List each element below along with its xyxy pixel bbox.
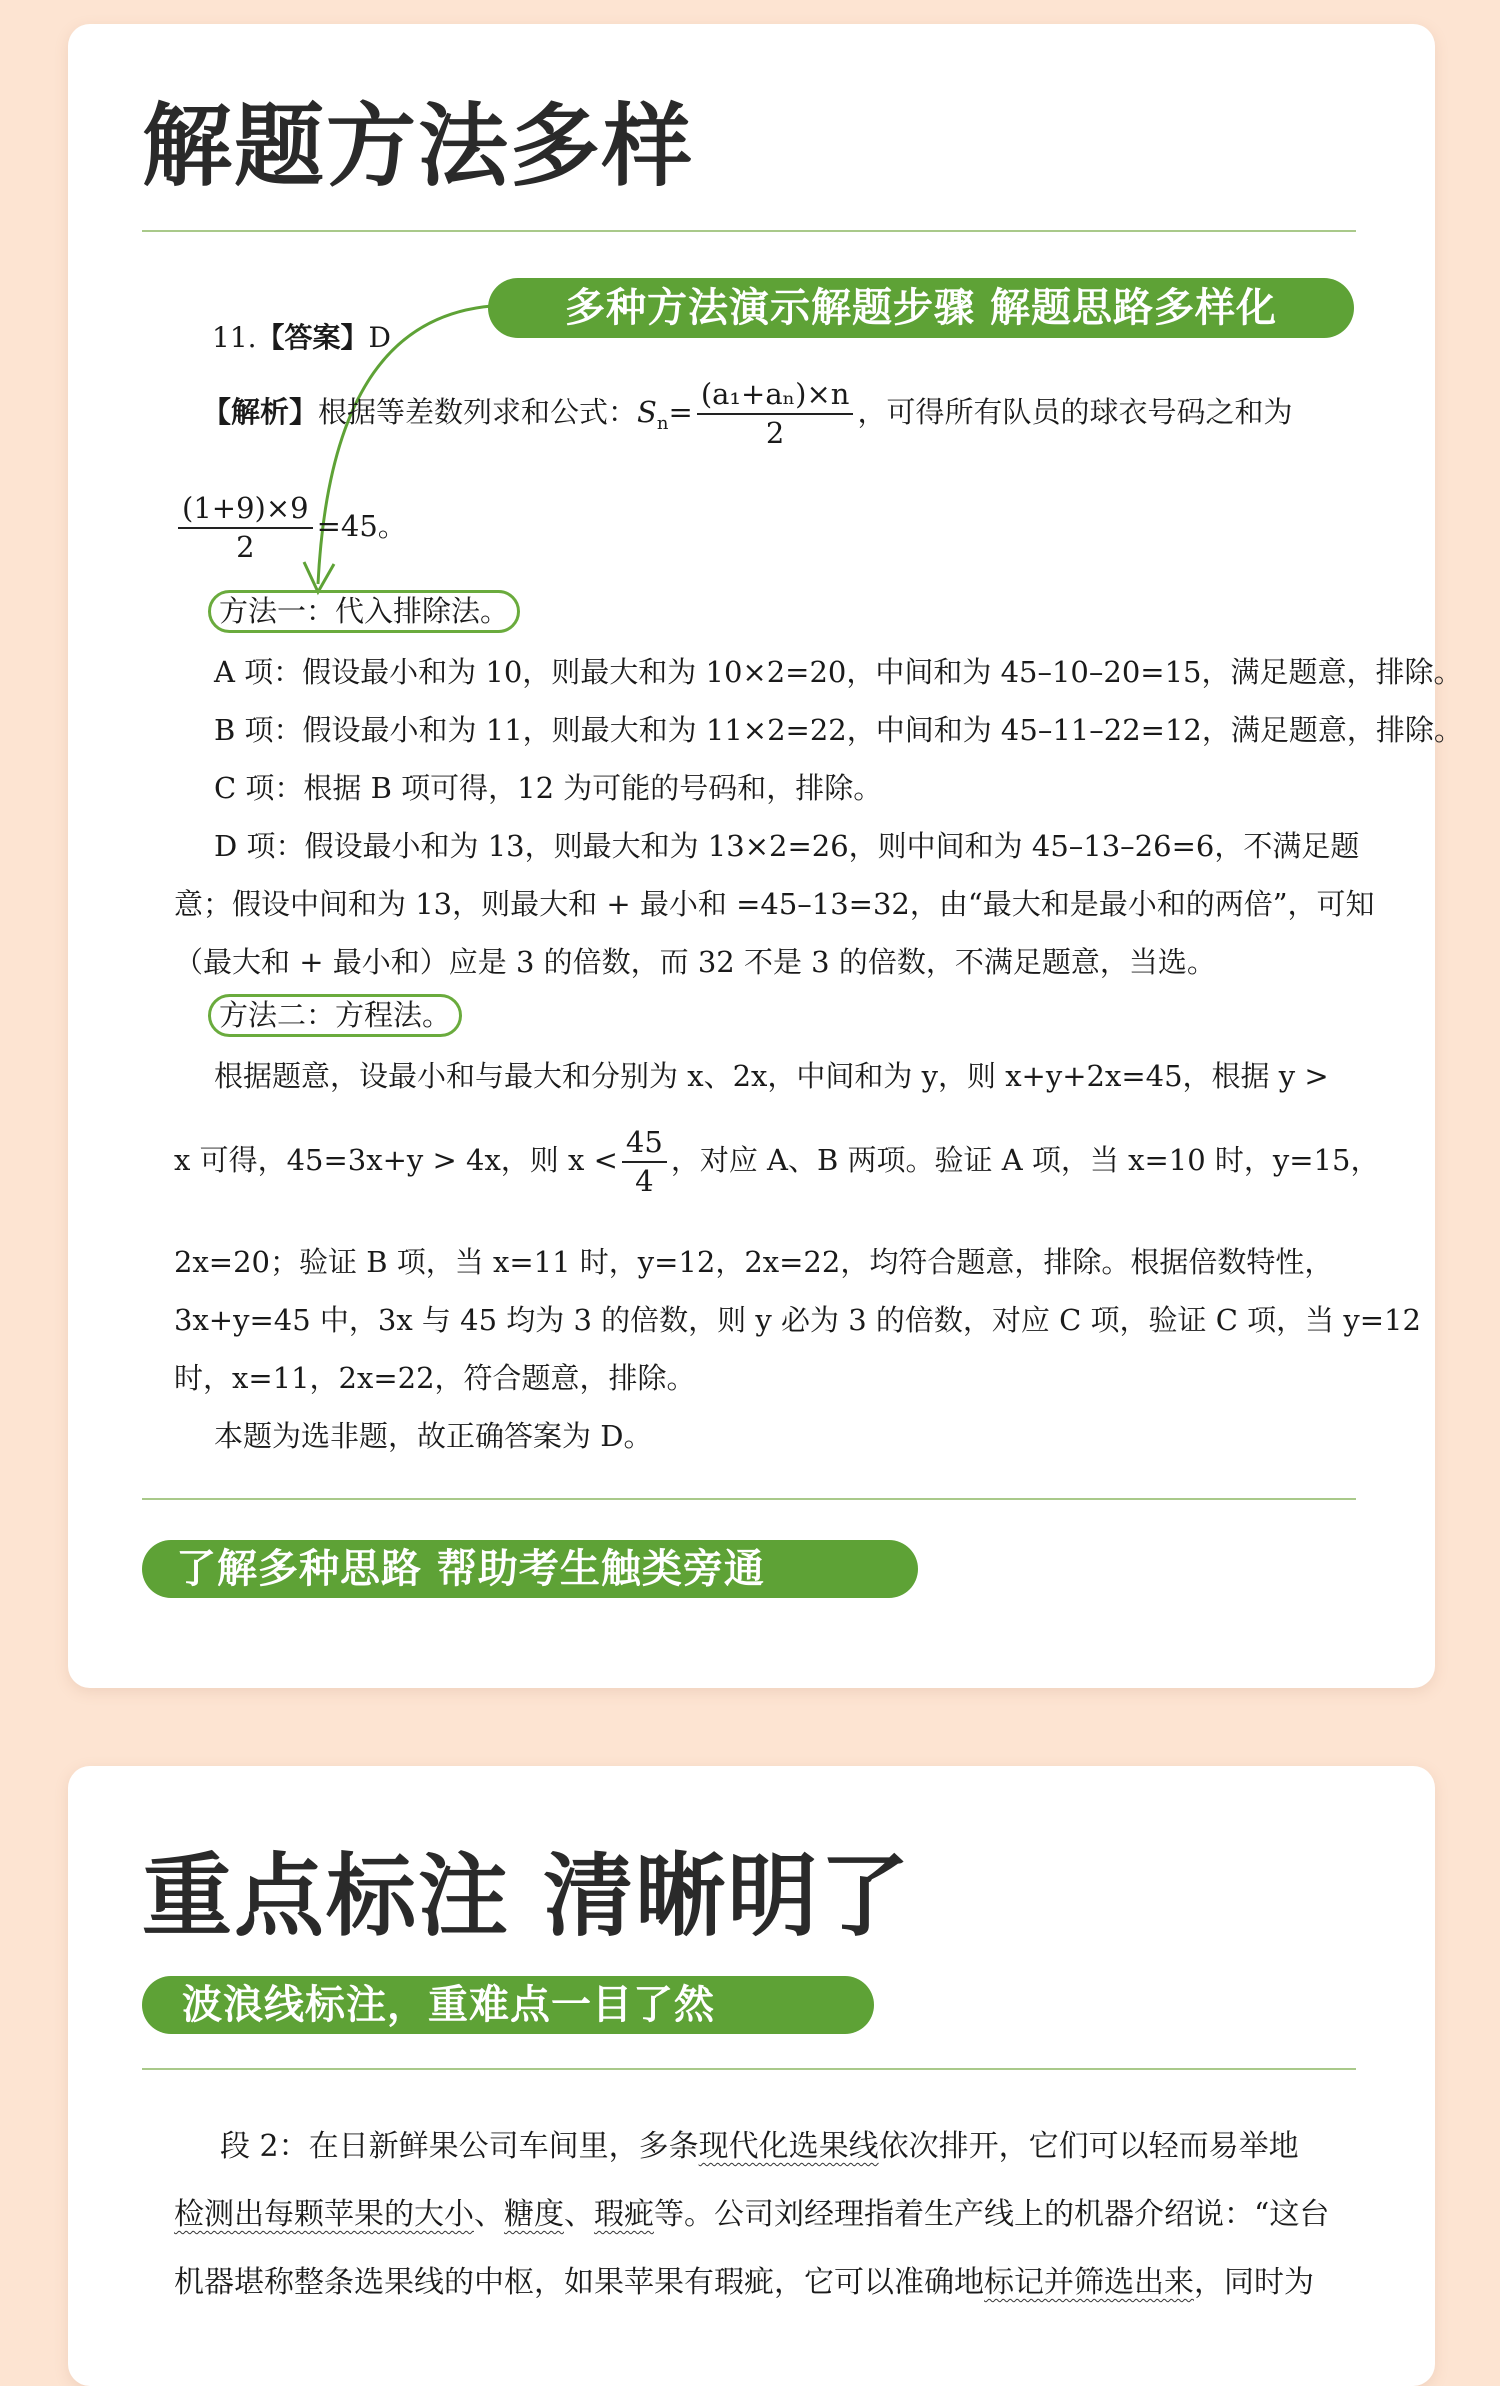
p2-wavy-3: 瑕疵 [594,2197,654,2232]
method1-option-b: B 项：假设最小和为 11，则最大和为 11×2=22，中间和为 45–11–22=12，满足题意，排除。 [214,713,1463,747]
question-number: 11. [212,321,257,354]
formula-eq: = [668,395,693,429]
p3-text-a: 机器堪称整条选果线的中枢，如果苹果有瑕疵，它可以准确地 [174,2265,984,2300]
sum-result: =45。 [316,509,407,543]
answer-value: D [368,321,391,354]
bound-denominator: 4 [635,1164,654,1198]
formula-lhs-sub: n [656,412,669,434]
method2-label [208,994,462,1037]
p2-text-c: 等。公司刘经理指着生产线上的机器介绍说：“这台 [654,2197,1330,2232]
sum-result-line [174,491,407,564]
method1-option-d-line3: （最大和 + 最小和）应是 3 的倍数，而 32 不是 3 的倍数，不满足题意，当选。 [174,945,1216,979]
card-methods [68,24,1463,1688]
sum-fraction [178,491,313,564]
formula-numerator: (a₁+aₙ)×n [697,380,854,415]
p3-wavy-1: 标记并筛选出来 [984,2265,1194,2300]
bound-numerator: 45 [622,1128,667,1163]
p2-wavy-2: 糖度 [504,2197,564,2232]
p1-wavy-1: 现代化选果线 [698,2129,879,2164]
banner-wavy [142,1976,874,2034]
formula-lhs: S [637,395,657,429]
method2-line2-post: ，对应 A、B 两项。验证 A 项，当 x=10 时，y=15， [670,1143,1380,1177]
p2-text-a: 、 [474,2197,504,2232]
conclusion-line: 本题为选非题，故正确答案为 D。 [214,1419,653,1453]
p1-text-a: 段 2：在日新鲜果公司车间里，多条 [220,2129,699,2164]
method1-option-d-line1: D 项：假设最小和为 13，则最大和为 13×2=26，则中间和为 45–13–26=6，不满足题 [214,829,1360,863]
banner-wavy-text: 波浪线标注，重难点一目了然 [182,1982,715,2028]
analysis-line [202,377,1293,450]
p2-text-b: 、 [564,2197,594,2232]
divider-bottom [142,1498,1356,1500]
paragraph-line2 [174,2197,1330,2232]
method2-line1: 根据题意，设最小和与最大和分别为 x、2x，中间和为 y，则 x+y+2x=45，根据 y > [214,1059,1329,1093]
paragraph-line3 [174,2265,1314,2300]
divider-card2 [142,2068,1356,2070]
section-heading-highlights: 重点标注 清晰明了 [142,1844,912,1949]
method2-line5: 时，x=11，2x=22，符合题意，排除。 [174,1361,696,1395]
method2-line2 [174,1125,1380,1198]
section-heading-methods: 解题方法多样 [142,94,694,199]
method1-label [208,590,520,633]
banner-methods-text: 多种方法演示解题步骤 解题思路多样化 [565,285,1277,331]
question-answer-line [212,321,391,354]
sum-formula-fraction [697,377,854,450]
answer-tag: 【答案】 [256,321,369,354]
method1-option-c: C 项：根据 B 项可得，12 为可能的号码和，排除。 [214,771,883,805]
paragraph-line1 [220,2129,1299,2164]
method1-option-a: A 项：假设最小和为 10，则最大和为 10×2=20，中间和为 45–10–20=15，满足题意，排除。 [214,655,1463,689]
p3-text-b: ，同时为 [1194,2265,1314,2300]
sum-numerator: (1+9)×9 [178,494,313,529]
analysis-post: ，可得所有队员的球衣号码之和为 [857,395,1293,429]
banner-thinking [142,1540,918,1598]
method2-line2-pre: x 可得，45=3x+y > 4x，则 x < [174,1143,618,1177]
bound-fraction [622,1125,667,1198]
analysis-tag: 【解析】 [202,395,319,429]
p2-wavy-1: 检测出每颗苹果的大小 [174,2197,474,2232]
method2-line3: 2x=20；验证 B 项，当 x=11 时，y=12，2x=22，均符合题意，排除。根据倍数特性， [174,1245,1334,1279]
method1-box: 方法一：代入排除法。 [208,590,520,633]
card-highlights [68,1766,1435,2386]
method2-line4: 3x+y=45 中，3x 与 45 均为 3 的倍数，则 y 必为 3 的倍数，对应 C 项，验证 C 项，当 y=12 [174,1303,1421,1337]
analysis-pre: 根据等差数列求和公式： [318,395,638,429]
formula-denominator: 2 [765,416,785,450]
method2-box: 方法二：方程法。 [208,994,462,1037]
banner-thinking-text: 了解多种思路 帮助考生触类旁通 [176,1546,765,1592]
p1-text-b: 依次排开，它们可以轻而易举地 [878,2129,1299,2164]
method1-option-d-line2: 意；假设中间和为 13，则最大和 + 最小和 =45–13=32，由“最大和是最小和的两倍”，可知 [174,887,1375,921]
sum-denominator: 2 [236,530,255,564]
